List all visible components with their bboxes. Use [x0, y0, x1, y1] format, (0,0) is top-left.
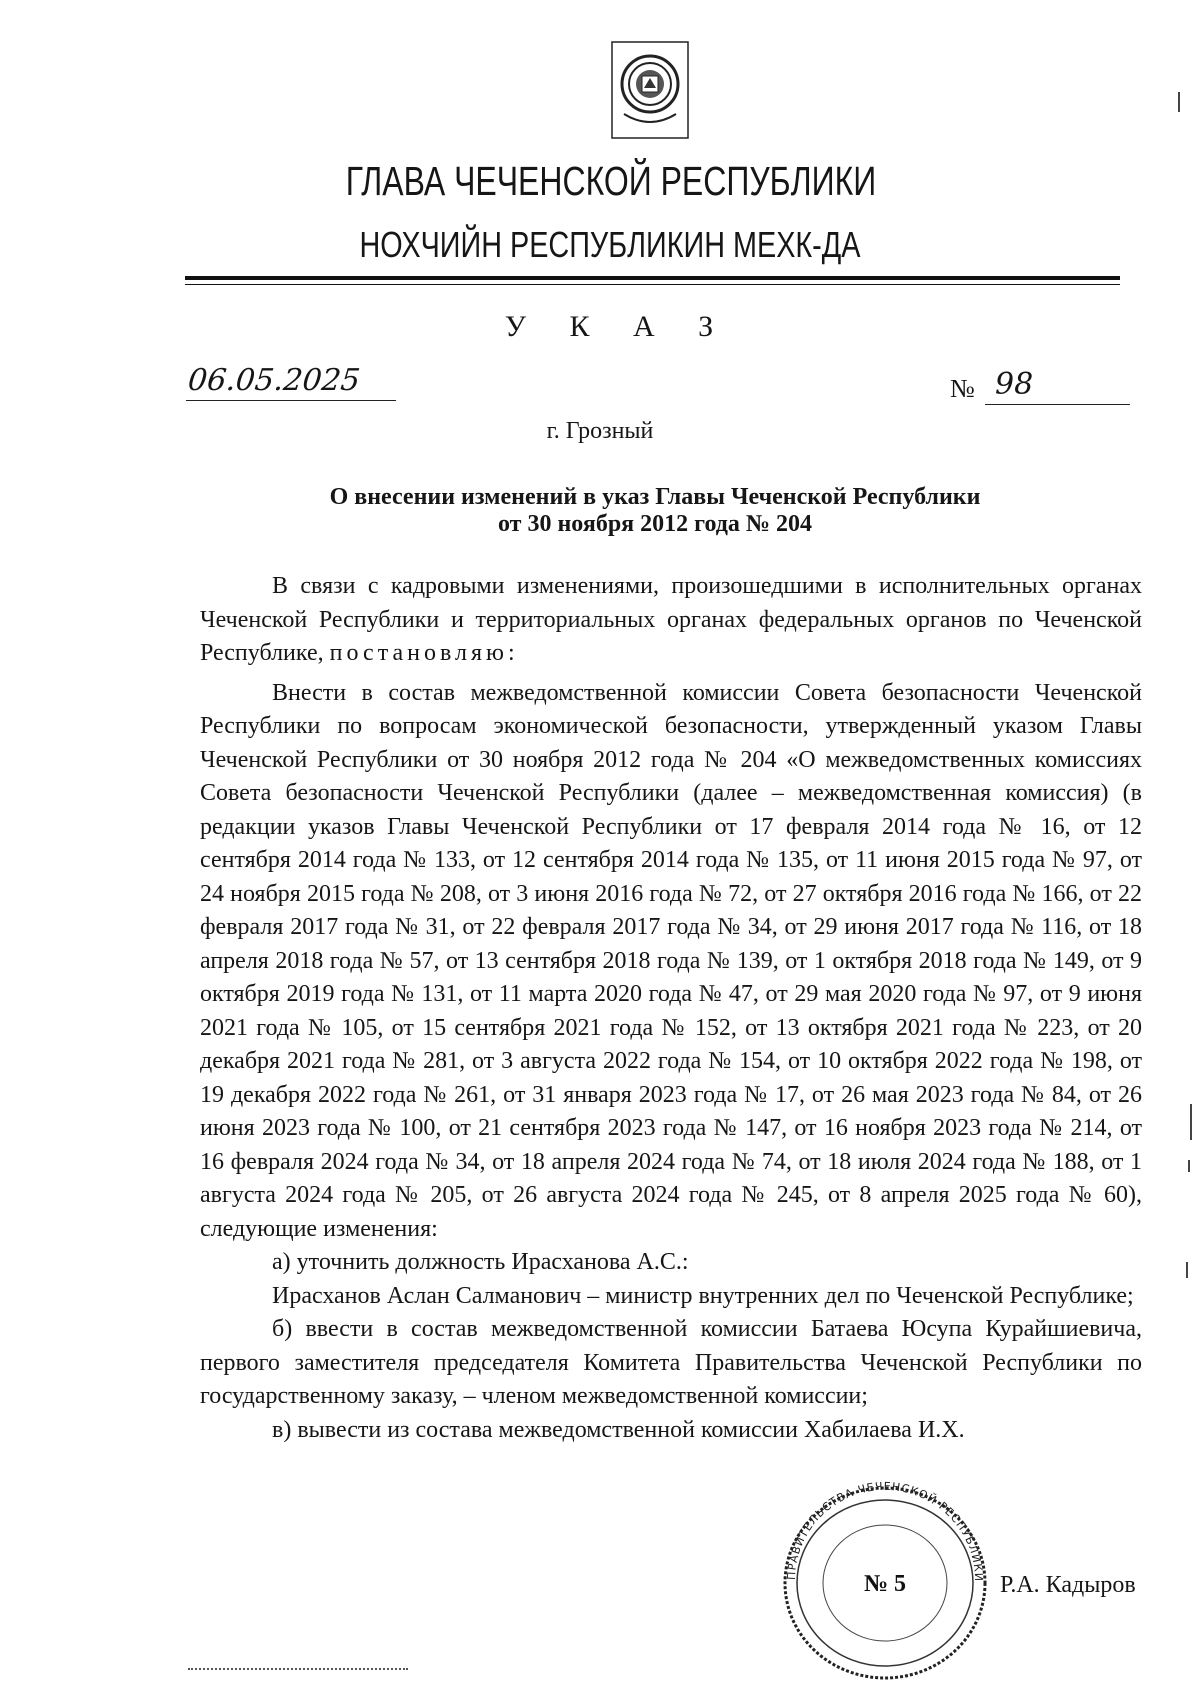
item-a-detail: Ирасханов Аслан Салманович – министр внутренних дел по Чеченской Республике; [272, 1282, 1134, 1309]
scan-artifact [1186, 1262, 1188, 1278]
decree-verb: постановляю: [329, 640, 519, 666]
scan-artifact [1188, 1160, 1190, 1172]
official-stamp-icon [770, 1475, 1000, 1685]
seal-number: № 5 [863, 1571, 907, 1597]
preamble-text: В связи с кадровыми изменениями, произошедшими в исполнительных органах Чеченской Республики и территориальных органах федеральных органов по Чеченской Республике, [200, 573, 1142, 666]
header-rule-thin [185, 284, 1120, 285]
scan-artifact [1190, 1104, 1192, 1140]
coat-of-arms-icon [610, 40, 690, 140]
number-label: № [950, 374, 975, 403]
item-b: б) ввести в состав межведомственной комиссии Батаева Юсупа Курайшиевича, первого заместителя председателя Комитета Правительства Чеченской Республики по государственному заказу, – членом межведомственной комиссии; [200, 1316, 1142, 1409]
scan-artifact [1178, 92, 1180, 112]
main-paragraph: Внести в состав межведомственной комиссии Совета безопасности Чеченской Республики по вопросам экономической безопасности, утвержденный указом Главы Чеченской Республики от 30 ноября 2012 года № 204 «О межведомственных комиссиях Совета безопасности Чеченской Республики (далее – межведомственная комиссия) (в редакции указов Главы Чеченской Республики от 17 февраля 2014 года № 16, от 12 сентября 2014 года № 133, от 12 сентября 2014 года № 135, от 11 июня 2015 года № 97, от 24 ноября 2015 года № 208, от 3 июня 2016 года № 72, от 27 октября 2016 года № 166, от 22 февраля 2017 года № 31, от 22 февраля 2017 года № 34, от 29 июня 2017 года № 116, от 18 апреля 2018 года № 57, от 13 сентября 2018 года № 139, от 1 октября 2018 года № 149, от 9 октября 2019 года № 131, от 11 марта 2020 года № 47, от 29 мая 2020 года № 97, от 9 июня 2021 года № 105, от 15 сентября 2021 года № 152, от 13 октября 2021 года № 223, от 20 декабря 2021 года № 281, от 3 августа 2022 года № 154, от 10 октября 2022 года № 198, от 19 декабря 2022 года № 261, от 31 января 2023 года № 17, от 26 мая 2023 года № 84, от 26 июня 2023 года № 100, от 21 сентября 2023 года № 147, от 16 ноября 2023 года № 214, от 16 февраля 2024 года № 34, от 18 апреля 2024 года № 74, от 18 июля 2024 года № 188, от 1 августа 2024 года № 205, от 26 августа 2024 года № 245, от 8 апреля 2025 года № 60), следующие изменения: [200, 679, 1142, 1242]
document-number: 98 [985, 366, 1130, 405]
item-c: в) вывести из состава межведомственной комиссии Хабилаева И.Х. [272, 1416, 965, 1443]
document-type: У К А З [504, 310, 732, 343]
org-name-russian: ГЛАВА ЧЕЧЕНСКОЙ РЕСПУБЛИКИ [345, 158, 877, 204]
document-title [230, 484, 1080, 538]
item-a: а) уточнить должность Ирасханова А.С.: [272, 1249, 689, 1275]
document-body [200, 570, 1142, 1447]
title-line-2: от 30 ноября 2012 года № 204 [497, 511, 813, 537]
svg-text:ПРАВИТЕЛЬСТВА ЧЕЧЕНСКОЙ РЕСПУБ: ПРАВИТЕЛЬСТВА ЧЕЧЕНСКОЙ РЕСПУБЛИКИ [784, 1479, 986, 1583]
org-name-chechen: НОХЧИЙН РЕСПУБЛИКИН МЕХК-ДА [359, 224, 861, 265]
document-city: г. Грозный [546, 418, 654, 444]
scan-artifact [188, 1668, 408, 1670]
document-date: 06.05.2025 [186, 362, 400, 401]
preamble-paragraph [200, 570, 1142, 671]
signature-name: Р.А. Кадыров [1000, 1572, 1136, 1598]
title-line-1: О внесении изменений в указ Главы Чеченской Республики [329, 484, 981, 510]
header-rule-thick [185, 276, 1120, 280]
